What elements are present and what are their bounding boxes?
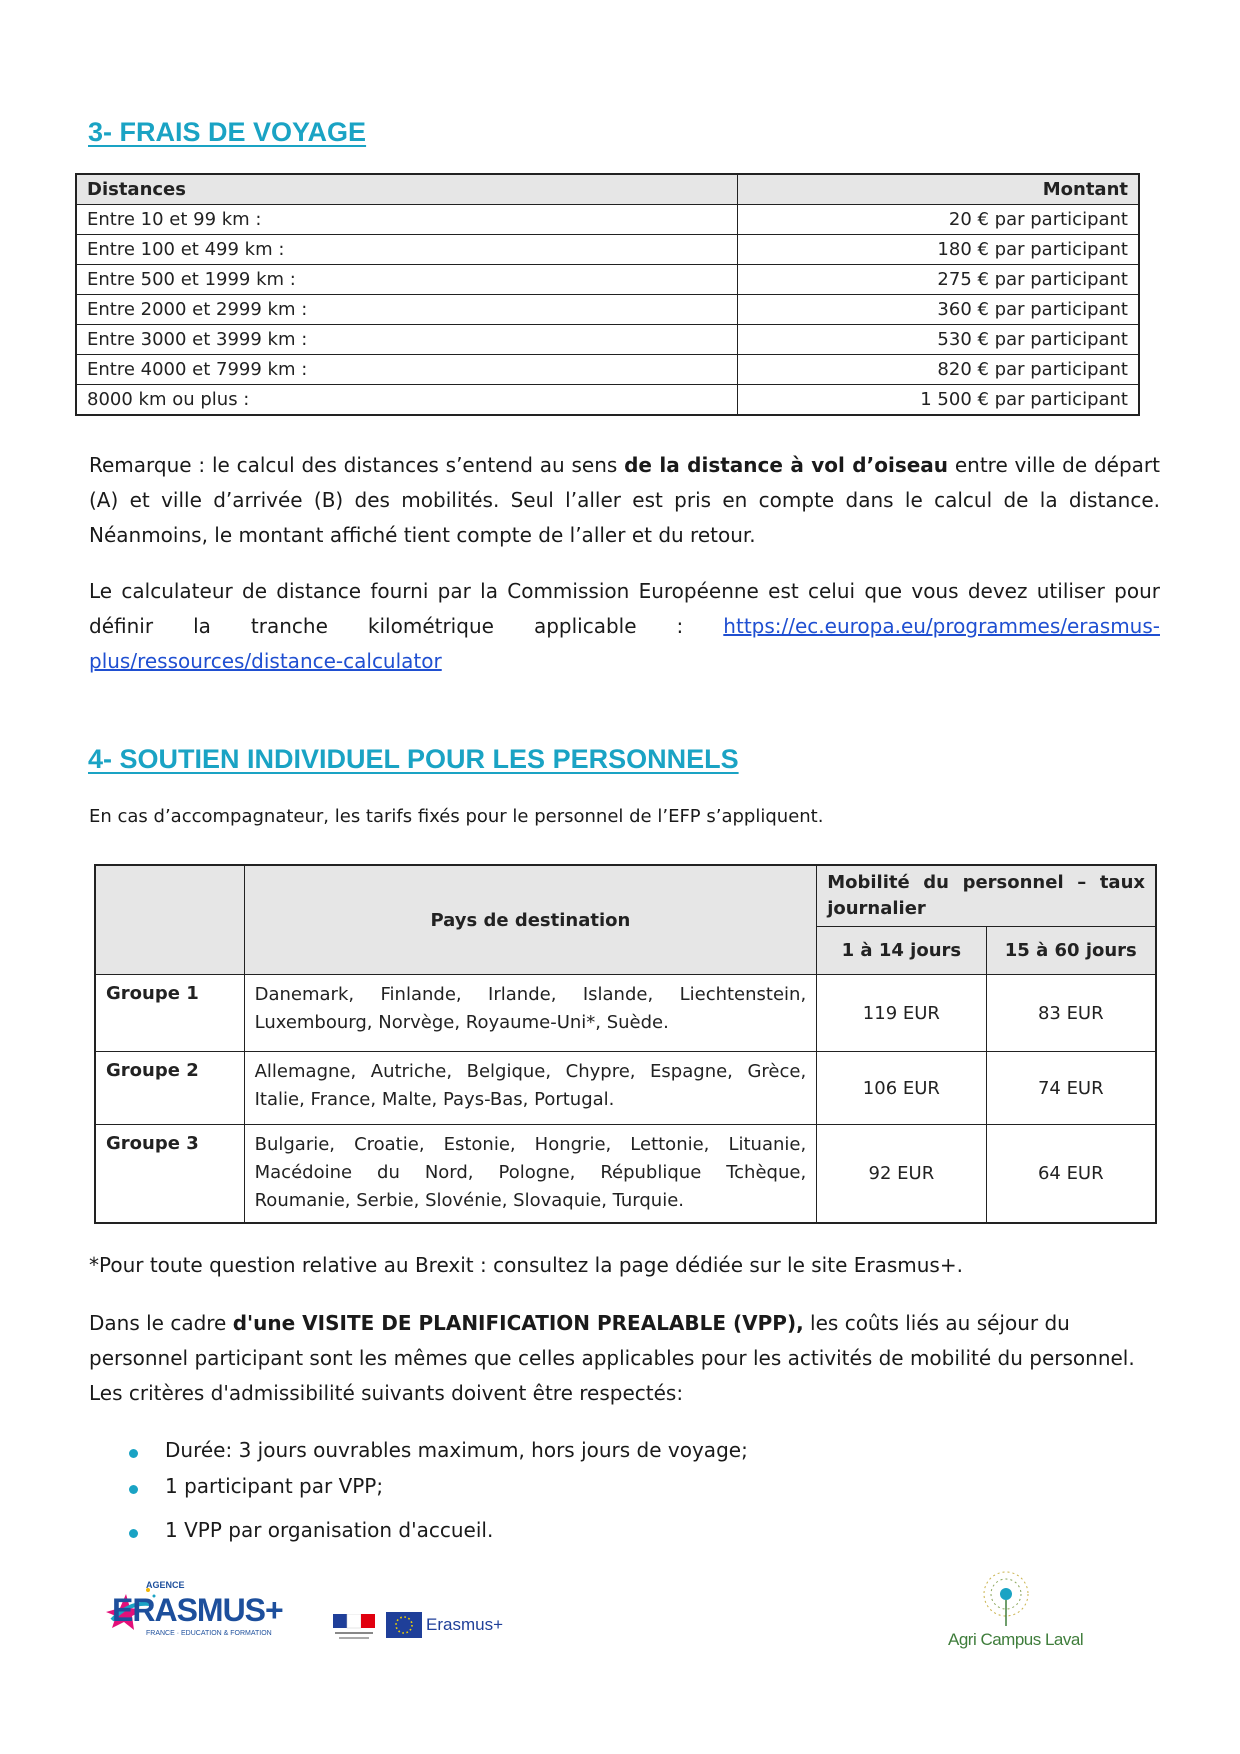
amount-cell: 360 € par participant (738, 295, 1140, 325)
remark-bold: de la distance à vol d’oiseau (624, 453, 949, 477)
agricampus-wordmark: Agri Campus Laval (948, 1630, 1084, 1649)
distance-cell: Entre 100 et 499 km : (76, 235, 738, 265)
eu-flag-icon (386, 1612, 422, 1638)
distance-cell: Entre 4000 et 7999 km : (76, 355, 738, 385)
erasmus-wordmark: ERASMUS+ (112, 1592, 283, 1628)
table-row (95, 1052, 1156, 1125)
brexit-note: *Pour toute question relative au Brexit : consultez la page dédiée sur le site Erasmus+. (89, 1253, 963, 1277)
group-label: Groupe 3 (95, 1125, 244, 1223)
criteria-text: 1 participant par VPP; (165, 1474, 384, 1498)
bullet-icon (129, 1485, 138, 1494)
bullet-icon (129, 1449, 138, 1458)
table-header-row (76, 174, 1139, 205)
empty-header-cell (95, 865, 244, 975)
travel-costs-table (75, 173, 1140, 416)
table-row (76, 385, 1139, 416)
rate-short: 92 EUR (817, 1125, 986, 1223)
table-row (76, 235, 1139, 265)
erasmus-agency-logo (98, 1578, 318, 1648)
list-item (125, 1474, 748, 1518)
group-label: Groupe 1 (95, 975, 244, 1052)
bullet-icon (129, 1529, 138, 1538)
section-3-heading: 3- FRAIS DE VOYAGE (88, 117, 367, 147)
table-row (76, 325, 1139, 355)
amount-cell: 530 € par participant (738, 325, 1140, 355)
distance-cell: 8000 km ou plus : (76, 385, 738, 416)
distance-cell: Entre 3000 et 3999 km : (76, 325, 738, 355)
agricampus-logo (948, 1566, 1084, 1666)
group-label: Groupe 2 (95, 1052, 244, 1125)
column-header-15-60-days: 15 à 60 jours (986, 927, 1156, 975)
vpp-criteria-list (125, 1438, 748, 1542)
staff-support-table (94, 864, 1157, 1224)
country-list: Allemagne, Autriche, Belgique, Chypre, Espagne, Grèce, Italie, France, Malte, Pays-Bas, Portugal. (244, 1052, 817, 1125)
distance-cell: Entre 500 et 1999 km : (76, 265, 738, 295)
french-republic-logo (333, 1614, 375, 1642)
distance-calculator-link[interactable]: https://ec.europa.eu/programmes/erasmus-plus/ressources/distance-calculator (89, 614, 1160, 673)
vpp-paragraph (89, 1306, 1160, 1411)
table-row (95, 975, 1156, 1052)
country-list: Bulgarie, Croatie, Estonie, Hongrie, Lettonie, Lituanie, Macédoine du Nord, Pologne, République Tchèque, Roumanie, Serbie, Slovénie, Slovaquie, Turquie. (244, 1125, 817, 1223)
distance-cell: Entre 10 et 99 km : (76, 205, 738, 235)
rate-short: 119 EUR (817, 975, 986, 1052)
list-item (125, 1438, 748, 1474)
dandelion-icon (976, 1566, 1036, 1628)
rate-long: 83 EUR (986, 975, 1156, 1052)
table-row (76, 265, 1139, 295)
table-row (76, 295, 1139, 325)
column-header-country: Pays de destination (244, 865, 817, 975)
vpp-bold: d'une VISITE DE PLANIFICATION PREALABLE (VPP), (232, 1311, 804, 1335)
vpp-text-end: les coûts liés au séjour du personnel participant sont les mêmes que celles applicables pour les activités de mobilité du personnel. Les critères d'admissibilité suivants doivent être respectés: (89, 1311, 1135, 1405)
amount-cell: 820 € par participant (738, 355, 1140, 385)
vpp-text-start: Dans le cadre (89, 1311, 233, 1335)
amount-cell: 180 € par participant (738, 235, 1140, 265)
column-header-amount: Montant (738, 174, 1140, 205)
table-header-row (95, 865, 1156, 927)
amount-cell: 275 € par participant (738, 265, 1140, 295)
calculator-text: Le calculateur de distance fourni par la Commission Européenne est celui que vous devez utiliser pour définir la tranche kilométrique applicable : (89, 579, 1160, 638)
remark-text-start: Remarque : le calcul des distances s’entend au sens (89, 453, 625, 477)
section-4-heading: 4- SOUTIEN INDIVIDUEL POUR LES PERSONNELS (88, 744, 739, 774)
erasmus-subline: FRANCE · EDUCATION & FORMATION (146, 1630, 272, 1637)
calculator-paragraph (89, 574, 1160, 679)
table-row (76, 205, 1139, 235)
distance-cell: Entre 2000 et 2999 km : (76, 295, 738, 325)
rate-long: 64 EUR (986, 1125, 1156, 1223)
amount-cell: 20 € par participant (738, 205, 1140, 235)
rate-long: 74 EUR (986, 1052, 1156, 1125)
criteria-text: 1 VPP par organisation d'accueil. (165, 1518, 494, 1542)
section-4-intro: En cas d’accompagnateur, les tarifs fixés pour le personnel de l’EFP s’appliquent. (89, 806, 824, 827)
column-header-mobility: Mobilité du personnel – taux journalier (817, 865, 1156, 927)
column-header-1-14-days: 1 à 14 jours (817, 927, 986, 975)
agence-label: AGENCE (146, 1580, 185, 1590)
rate-short: 106 EUR (817, 1052, 986, 1125)
table-row (95, 1125, 1156, 1223)
criteria-text: Durée: 3 jours ouvrables maximum, hors jours de voyage; (165, 1438, 748, 1462)
marianne-icon (333, 1614, 375, 1642)
list-item (125, 1518, 748, 1542)
eu-erasmus-text: Erasmus+ (426, 1615, 503, 1634)
remark-text-end: entre ville de départ (A) et ville d’arrivée (B) des mobilités. Seul l’aller est pris en compte dans le calcul de la distance. Néanmoins, le montant affiché tient compte de l’aller et du retour. (89, 453, 1160, 547)
eu-erasmus-logo (386, 1612, 516, 1642)
country-list: Danemark, Finlande, Irlande, Islande, Liechtenstein, Luxembourg, Norvège, Royaume-Uni*, Suède. (244, 975, 817, 1052)
distance-remark (89, 448, 1160, 553)
amount-cell: 1 500 € par participant (738, 385, 1140, 416)
table-row (76, 355, 1139, 385)
column-header-distances: Distances (76, 174, 738, 205)
